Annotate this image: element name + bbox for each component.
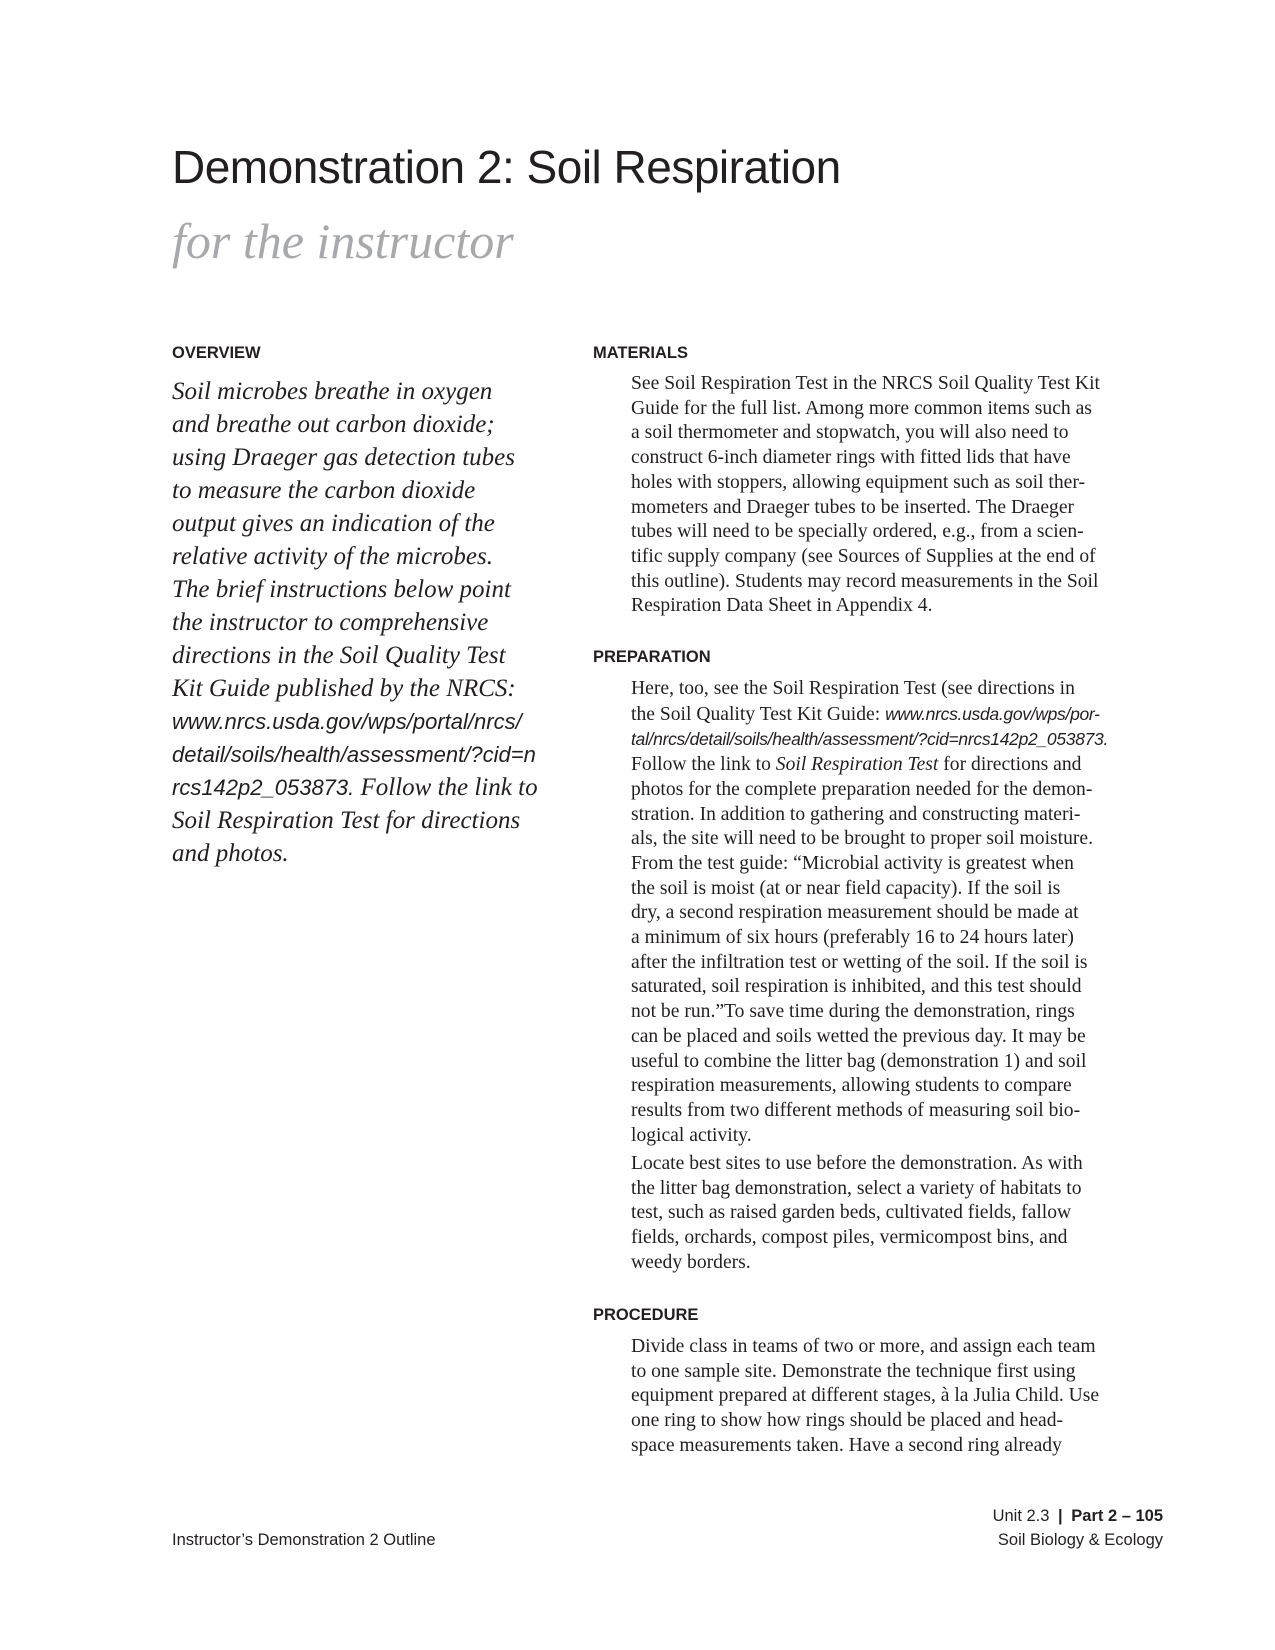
text-line xyxy=(631,901,1171,926)
text-line xyxy=(631,951,1171,976)
text-line xyxy=(631,827,1171,852)
text-segment: tific supply company (see Sources of Supplies at the end of xyxy=(631,545,1096,567)
text-line xyxy=(631,1409,1171,1434)
footer-separator: | xyxy=(1058,1507,1063,1525)
text-line xyxy=(172,540,562,573)
text-line xyxy=(631,496,1171,521)
text-line xyxy=(631,1050,1171,1075)
text-line xyxy=(631,1226,1171,1251)
text-line xyxy=(172,705,562,738)
italic-text: Soil Respiration Test xyxy=(775,754,939,776)
text-segment: holes with stoppers, allowing equipment such as soil ther- xyxy=(631,471,1086,493)
text-line xyxy=(631,1152,1171,1177)
text-segment: the Soil Quality Test Kit Guide: xyxy=(631,703,886,725)
text-line xyxy=(631,397,1171,422)
text-line xyxy=(631,803,1171,828)
text-segment: Respiration Data Sheet in Appendix 4. xyxy=(631,595,933,617)
materials-text xyxy=(631,372,1171,619)
text-segment: Divide class in teams of two or more, and assign each team xyxy=(631,1336,1096,1357)
text-segment: Follow the link to xyxy=(631,754,776,776)
text-segment: The brief instructions below point xyxy=(172,576,511,603)
text-segment: Locate best sites to use before the demonstration. As with xyxy=(631,1153,1083,1174)
text-line xyxy=(631,1384,1171,1409)
footer-page-number: Part 2 – 105 xyxy=(1071,1507,1163,1525)
footer-subject: Soil Biology & Ecology xyxy=(997,1531,1163,1549)
text-line xyxy=(172,837,562,870)
text-line xyxy=(631,778,1171,803)
overview-text xyxy=(172,375,562,870)
text-line xyxy=(631,545,1171,570)
text-line xyxy=(172,639,562,672)
text-segment: equipment prepared at different stages, à la Julia Child. Use xyxy=(631,1385,1100,1407)
text-segment: the soil is moist (at or near field capacity). If the soil is xyxy=(631,877,1061,899)
text-line xyxy=(172,474,562,507)
text-segment: not be run.”To save time during the demonstration, rings xyxy=(631,1001,1075,1023)
text-line xyxy=(631,926,1171,951)
text-segment: directions in the Soil Quality Test xyxy=(172,642,506,669)
text-segment: See Soil Respiration Test in the NRCS Soil Quality Test Kit xyxy=(631,373,1100,394)
text-line xyxy=(631,677,1171,702)
text-line xyxy=(172,408,562,441)
text-segment: this outline). Students may record measurements in the Soil xyxy=(631,570,1099,592)
text-line xyxy=(631,421,1171,446)
text-segment: stration. In addition to gathering and constructing materi- xyxy=(631,803,1081,825)
text-line xyxy=(172,738,562,771)
text-line xyxy=(631,1099,1171,1124)
text-line xyxy=(631,727,1171,753)
text-segment: relative activity of the microbes. xyxy=(172,543,493,570)
text-segment: a soil thermometer and stopwatch, you will also need to xyxy=(631,422,1069,444)
preparation-paragraph-1 xyxy=(631,677,1171,1148)
procedure-heading: PROCEDURE xyxy=(593,1306,699,1324)
url-text: detail/soils/health/assessment/?cid=n xyxy=(172,742,536,767)
text-segment: output gives an indication of the xyxy=(172,510,495,537)
text-line xyxy=(631,1025,1171,1050)
url-text: www.nrcs.usda.gov/wps/por- xyxy=(885,703,1100,724)
text-segment: and photos. xyxy=(172,840,289,867)
text-line xyxy=(631,1335,1171,1360)
preparation-heading: PREPARATION xyxy=(593,648,711,666)
text-line xyxy=(631,1177,1171,1202)
text-segment: Soil microbes breathe in oxygen xyxy=(172,378,493,405)
text-segment: logical activity. xyxy=(631,1124,752,1146)
url-text: tal/nrcs/detail/soils/health/assessment/?cid=nrcs142p2_053873. xyxy=(631,729,1109,750)
footer-unit: Unit 2.3 xyxy=(992,1507,1050,1525)
text-line xyxy=(631,446,1171,471)
overview-heading: OVERVIEW xyxy=(172,344,261,362)
text-segment: results from two different methods of measuring soil bio- xyxy=(631,1099,1081,1121)
text-line xyxy=(631,1434,1171,1459)
text-segment: From the test guide: “Microbial activity is greatest when xyxy=(631,852,1074,874)
text-line xyxy=(172,804,562,837)
text-line xyxy=(172,375,562,408)
page-subtitle: for the instructor xyxy=(172,213,514,269)
text-segment: test, such as raised garden beds, cultivated fields, fallow xyxy=(631,1202,1072,1224)
text-segment: als, the site will need to be brought to proper soil moisture. xyxy=(631,828,1094,850)
text-line xyxy=(631,471,1171,496)
text-segment: and breathe out carbon dioxide; xyxy=(172,411,495,438)
text-segment: Kit Guide published by the NRCS: xyxy=(172,675,516,702)
text-line xyxy=(631,520,1171,545)
text-segment: fields, orchards, compost piles, vermicompost bins, and xyxy=(631,1227,1068,1249)
text-segment: dry, a second respiration measurement should be made at xyxy=(631,902,1079,924)
text-line xyxy=(631,1074,1171,1099)
text-line xyxy=(631,1124,1171,1149)
text-segment: tubes will need to be specially ordered, e.g., from a scien- xyxy=(631,521,1084,543)
text-segment: a minimum of six hours (preferably 16 to 24 hours later) xyxy=(631,927,1074,949)
url-text: www.nrcs.usda.gov/wps/portal/nrcs/ xyxy=(172,709,522,734)
text-segment: for directions and xyxy=(938,754,1082,776)
text-line xyxy=(631,594,1171,619)
text-line xyxy=(172,441,562,474)
text-segment: photos for the complete preparation needed for the demon- xyxy=(631,778,1093,800)
procedure-text xyxy=(631,1335,1171,1459)
text-line xyxy=(172,507,562,540)
text-segment: to measure the carbon dioxide xyxy=(172,477,476,504)
text-line xyxy=(631,372,1171,397)
text-line xyxy=(631,975,1171,1000)
text-segment: one ring to show how rings should be placed and head- xyxy=(631,1410,1064,1432)
preparation-paragraph-2 xyxy=(631,1152,1171,1276)
text-line xyxy=(172,771,562,804)
text-line xyxy=(631,1000,1171,1025)
text-segment: useful to combine the litter bag (demonstration 1) and soil xyxy=(631,1050,1087,1072)
text-segment: Here, too, see the Soil Respiration Test (see directions in xyxy=(631,678,1075,699)
text-line xyxy=(631,702,1171,728)
text-segment: Guide for the full list. Among more common items such as xyxy=(631,397,1092,419)
footer-page-info xyxy=(993,1507,1163,1526)
text-line xyxy=(172,573,562,606)
text-line xyxy=(631,570,1171,595)
text-segment: saturated, soil respiration is inhibited, and this test should xyxy=(631,976,1082,998)
materials-heading: MATERIALS xyxy=(593,344,689,362)
text-segment: space measurements taken. Have a second ring already xyxy=(631,1434,1062,1456)
text-segment: the litter bag demonstration, select a variety of habitats to xyxy=(631,1177,1082,1199)
text-segment: Follow the link to xyxy=(354,774,538,801)
text-line xyxy=(172,606,562,639)
text-segment: weedy borders. xyxy=(631,1251,751,1273)
text-segment: using Draeger gas detection tubes xyxy=(172,444,516,471)
text-line xyxy=(631,1360,1171,1385)
text-line xyxy=(172,672,562,705)
text-line xyxy=(631,1201,1171,1226)
page-title: Demonstration 2: Soil Respiration xyxy=(172,141,841,193)
text-segment: Soil Respiration Test for directions xyxy=(172,807,521,834)
text-segment: construct 6-inch diameter rings with fitted lids that have xyxy=(631,447,1071,469)
text-segment: the instructor to comprehensive xyxy=(172,609,489,636)
footer-left: Instructor’s Demonstration 2 Outline xyxy=(172,1531,436,1549)
text-line xyxy=(631,852,1171,877)
text-segment: can be placed and soils wetted the previous day. It may be xyxy=(631,1025,1086,1047)
text-line xyxy=(631,753,1171,778)
text-segment: to one sample site. Demonstrate the technique first using xyxy=(631,1360,1076,1382)
text-segment: after the infiltration test or wetting of the soil. If the soil is xyxy=(631,951,1088,973)
text-line xyxy=(631,877,1171,902)
text-segment: mometers and Draeger tubes to be inserted. The Draeger xyxy=(631,496,1075,518)
url-text: rcs142p2_053873. xyxy=(172,775,355,800)
text-line xyxy=(631,1251,1171,1276)
text-segment: respiration measurements, allowing students to compare xyxy=(631,1075,1072,1097)
